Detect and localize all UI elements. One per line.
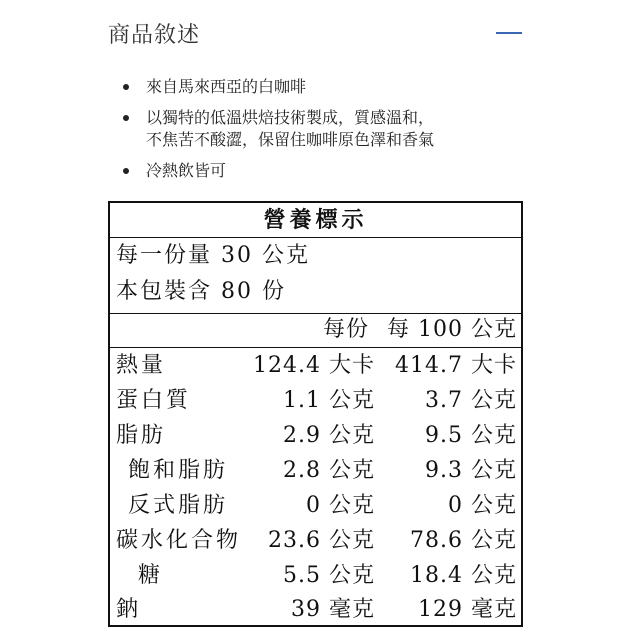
nutrient-per-serving: 5.5 公克: [283, 563, 375, 588]
bullet-icon: [123, 84, 129, 90]
nutrient-per-100g: 9.5 公克: [425, 423, 517, 448]
nutrient-per-serving: 2.9 公克: [283, 423, 375, 448]
list-item: [108, 160, 538, 182]
product-description-header: [108, 8, 528, 48]
nutrient-per-100g: 414.7 大卡: [395, 353, 517, 378]
section-title: 商品敘述: [108, 23, 201, 48]
bullet-text-continued: 不焦苦不酸澀，保留住咖啡原色澤和香氣: [146, 130, 435, 149]
column-header-per-serving: 每份: [322, 317, 369, 342]
nutrient-name: 脂肪: [116, 423, 167, 448]
nutrition-facts-table: [108, 201, 523, 627]
bullet-text: 來自馬來西亞的白咖啡: [146, 77, 307, 96]
nutrition-title: 營養標示: [263, 207, 368, 233]
nutrient-name: 熱量: [116, 353, 167, 378]
bullet-icon: [123, 168, 129, 174]
list-item: [108, 76, 538, 98]
servings-per-package: 本包裝含 80 份: [116, 279, 286, 304]
nutrient-name: 飽和脂肪: [128, 458, 229, 483]
nutrient-per-100g: 129 毫克: [418, 597, 517, 622]
nutrient-name: 碳水化合物: [116, 528, 242, 553]
nutrient-per-100g: 0 公克: [448, 493, 517, 518]
nutrient-per-serving: 124.4 大卡: [253, 353, 375, 378]
nutrient-per-serving: 0 公克: [306, 493, 375, 518]
nutrient-per-100g: 3.7 公克: [425, 388, 517, 413]
nutrient-per-100g: 18.4 公克: [410, 563, 517, 588]
description-list: [108, 76, 538, 191]
nutrient-per-serving: 2.8 公克: [283, 458, 375, 483]
serving-size: 每一份量 30 公克: [116, 243, 310, 268]
bullet-text: 以獨特的低溫烘焙技術製成，質感溫和，: [146, 108, 435, 127]
nutrient-name: 糖: [138, 563, 164, 588]
nutrient-name: 蛋白質: [116, 388, 192, 413]
nutrient-per-100g: 9.3 公克: [425, 458, 517, 483]
list-item: [108, 107, 538, 151]
nutrient-per-serving: 39 毫克: [291, 597, 375, 622]
nutrient-per-serving: 1.1 公克: [283, 388, 375, 413]
collapse-minus-icon[interactable]: [496, 22, 522, 40]
nutrient-name: 反式脂肪: [128, 493, 229, 518]
bullet-text: 冷熱飲皆可: [146, 161, 227, 180]
nutrient-name: 鈉: [116, 597, 142, 622]
nutrient-per-100g: 78.6 公克: [410, 528, 517, 553]
nutrient-per-serving: 23.6 公克: [268, 528, 375, 553]
bullet-icon: [123, 115, 129, 121]
column-header-per-100g: 每 100 公克: [387, 317, 517, 342]
